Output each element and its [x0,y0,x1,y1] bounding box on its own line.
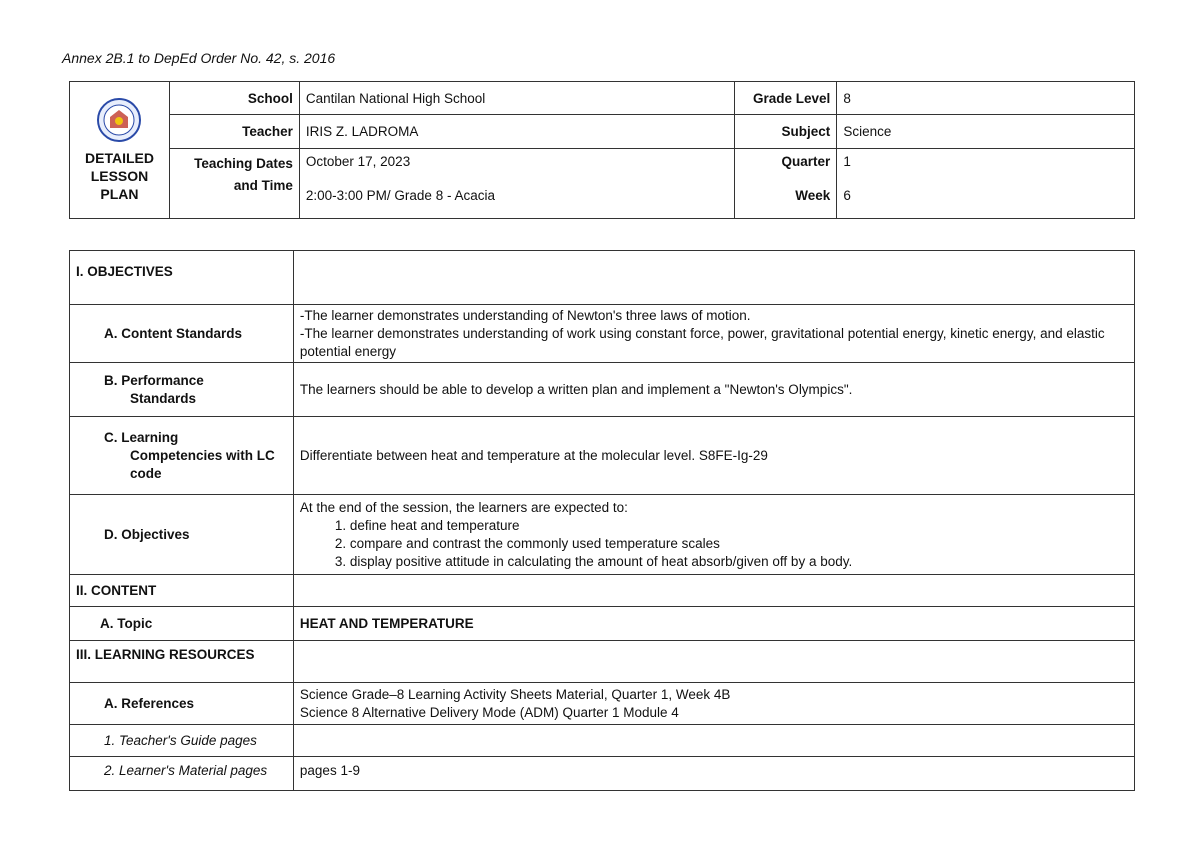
date-value: October 17, 2023 [305,154,411,169]
references-label: A. References [70,683,294,725]
performance-standards-value: The learners should be able to develop a written plan and implement a "Newton's Olympics". [293,363,1134,417]
learning-resources-heading: III. LEARNING RESOURCES [70,641,294,683]
teacher-label: Teacher [169,115,299,149]
objectives-heading: I. OBJECTIVES [70,251,294,305]
objectives-list [300,517,1128,571]
grade-level-value: 8 [837,82,1135,115]
subject-value: Science [837,115,1135,149]
objectives-label: D. Objectives [70,495,294,575]
quarter-value: 1 [843,154,851,169]
objective-item: 1. define heat and temperature [350,517,1128,535]
competencies-label-line-2: Competencies with LC [130,447,275,463]
learning-competencies-value: Differentiate between heat and temperature at the molecular level. S8FE-Ig-29 [293,417,1134,495]
annex-reference: Annex 2B.1 to DepEd Order No. 42, s. 2016 [62,50,336,66]
learning-resources-value [293,641,1134,683]
objective-item: 3. display positive attitude in calculating the amount of heat absorb/given off by a body. [350,553,1128,571]
content-heading-value [293,575,1134,607]
content-standards-label: A. Content Standards [70,305,294,363]
reference-line: Science 8 Alternative Delivery Mode (ADM) Quarter 1 Module 4 [299,704,679,720]
lesson-header-table [69,81,1135,219]
performance-label-line-1: B. Performance [104,372,204,388]
plan-title-line-2: LESSON [90,168,149,184]
objectives-intro: At the end of the session, the learners are expected to: [299,499,628,515]
content-standard-line: -The learner demonstrates understanding of work using constant force, power, gravitational potential energy, kinetic energy, and elastic potential energy [299,325,1105,359]
subject-label: Subject [735,115,837,149]
week-value: 6 [843,188,851,203]
reference-line: Science Grade–8 Learning Activity Sheets Material, Quarter 1, Week 4B [299,686,731,702]
content-standard-line: -The learner demonstrates understanding of Newton's three laws of motion. [299,307,751,323]
teachers-guide-label: 1. Teacher's Guide pages [70,725,294,757]
objective-item: 2. compare and contrast the commonly used temperature scales [350,535,1128,553]
grade-level-label: Grade Level [735,82,837,115]
lesson-plan-table [69,250,1135,791]
competencies-label-line-3: code [130,465,162,481]
quarter-label: Quarter [781,154,831,169]
performance-label-line-2: Standards [130,390,197,406]
topic-label: A. Topic [70,607,294,641]
school-label: School [169,82,299,115]
teachers-guide-value [293,725,1134,757]
teacher-value: IRIS Z. LADROMA [299,115,734,149]
plan-title-line-3: PLAN [100,186,139,202]
plan-title-line-1: DETAILED [85,150,154,166]
deped-logo-cell [70,82,170,219]
school-value: Cantilan National High School [299,82,734,115]
learners-material-label: 2. Learner's Material pages [70,757,294,791]
competencies-label-line-1: C. Learning [104,429,179,445]
time-value: 2:00-3:00 PM/ Grade 8 - Acacia [305,188,495,203]
deped-seal-icon [96,97,142,143]
teaching-dates-label: Teaching Dates and Time [169,149,299,219]
objectives-heading-value [293,251,1134,305]
learners-material-value: pages 1-9 [293,757,1134,791]
topic-value: HEAT AND TEMPERATURE [293,607,1134,641]
content-heading: II. CONTENT [70,575,294,607]
week-label: Week [795,188,831,203]
